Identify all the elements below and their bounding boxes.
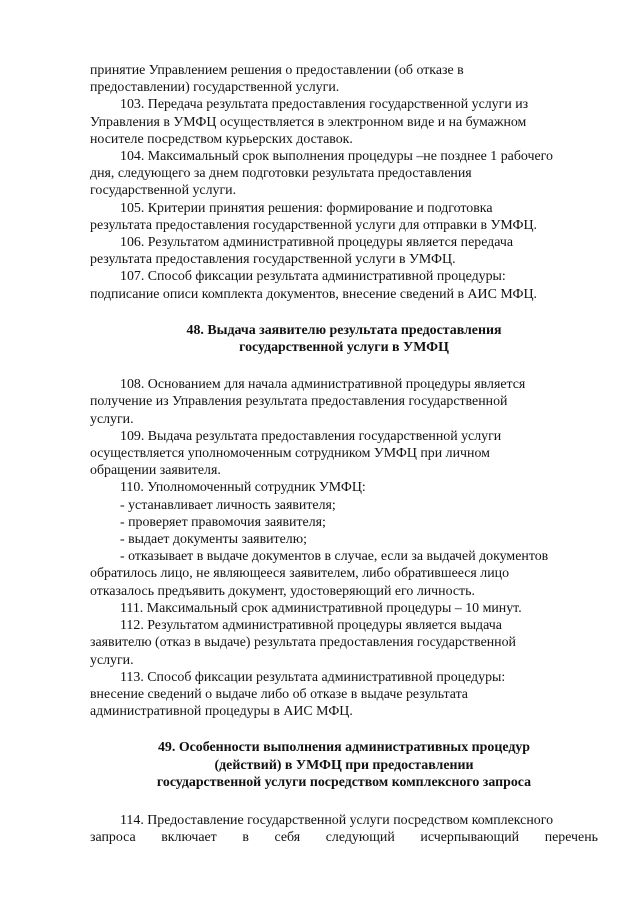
- paragraph-line: дня, следующего за днем подготовки результата предоставления: [90, 166, 472, 182]
- paragraph-line: обратилось лицо, не являющееся заявителем, либо обратившееся лицо: [90, 566, 510, 582]
- word: исчерпывающий: [420, 830, 520, 846]
- paragraph-line: получение из Управления результата предоставления государственной: [90, 394, 508, 410]
- paragraph-line-justified: [90, 829, 598, 846]
- paragraph-line: 106. Результатом административной процедуры является передача: [120, 235, 514, 251]
- word: в: [242, 830, 249, 846]
- paragraph-line: 108. Основанием для начала административной процедуры является: [120, 377, 526, 393]
- heading-line: государственной услуги посредством комплексного запроса: [156, 774, 532, 790]
- paragraph-line: 110. Уполномоченный сотрудник УМФЦ:: [120, 480, 366, 496]
- paragraph-line: результата предоставления государственной услуги в УМФЦ.: [90, 252, 456, 268]
- paragraph-line: услуги.: [90, 652, 134, 668]
- paragraph-line: 114. Предоставление государственной услуги посредством комплексного: [120, 812, 554, 828]
- paragraph-line: - устанавливает личность заявителя;: [120, 497, 336, 513]
- heading-line: (действий) в УМФЦ при предоставлении: [214, 757, 474, 773]
- paragraph-line: - выдает документы заявителю;: [120, 532, 307, 548]
- section-heading-48: [90, 322, 598, 356]
- paragraph-line: административной процедуры в АИС МФЦ.: [90, 704, 353, 720]
- heading-line: 48. Выдача заявителю результата предоставления: [186, 322, 502, 338]
- paragraph-line: предоставлении) государственной услуги.: [90, 80, 340, 96]
- word: себя: [274, 830, 301, 846]
- paragraph-line: принятие Управлением решения о предоставлении (об отказе в: [90, 63, 464, 78]
- word: включает: [161, 830, 217, 846]
- word: перечень: [544, 830, 598, 846]
- section-heading-49: [90, 739, 598, 791]
- paragraph-line: государственной услуги.: [90, 183, 237, 199]
- paragraph-line: - проверяет правомочия заявителя;: [120, 514, 326, 530]
- paragraph-line: 107. Способ фиксации результата административной процедуры:: [120, 269, 506, 285]
- paragraph-line: 111. Максимальный срок административной процедуры – 10 минут.: [120, 600, 522, 616]
- paragraph-114: [90, 812, 598, 846]
- paragraph-line: осуществляется уполномоченным сотрудником УМФЦ при личном: [90, 446, 490, 462]
- heading-line: государственной услуги в УМФЦ: [239, 340, 449, 356]
- word: следующий: [325, 830, 395, 846]
- document-page: [90, 62, 598, 846]
- paragraph-line: внесение сведений о выдаче либо об отказе в выдаче результата: [90, 686, 468, 702]
- paragraph-line: 112. Результатом административной процедуры является выдача: [120, 618, 502, 634]
- paragraphs-middle: [90, 376, 598, 720]
- paragraph-line: 103. Передача результата предоставления государственной услуги из: [120, 97, 529, 113]
- paragraph-line: обращении заявителя.: [90, 463, 221, 479]
- paragraph-line: результата предоставления государственной услуги для отправки в УМФЦ.: [90, 217, 537, 233]
- paragraph-line: заявителю (отказ в выдаче) результата предоставления государственной: [90, 635, 516, 651]
- paragraphs-top: [90, 62, 598, 303]
- paragraph-line: 113. Способ фиксации результата административной процедуры:: [120, 669, 506, 685]
- paragraph-line: отказалось предъявить документ, удостоверяющий его личность.: [90, 583, 475, 599]
- paragraph-line: услуги.: [90, 411, 134, 427]
- paragraph-line: - отказывает в выдаче документов в случае, если за выдачей документов: [120, 549, 549, 565]
- paragraph-line: 104. Максимальный срок выполнения процедуры –не позднее 1 рабочего: [120, 149, 553, 165]
- paragraph-line: 109. Выдача результата предоставления государственной услуги: [120, 428, 502, 444]
- heading-line: 49. Особенности выполнения административных процедур: [157, 740, 531, 756]
- paragraph-line: носителе посредством курьерских доставок.: [90, 131, 353, 147]
- word: запроса: [90, 830, 136, 846]
- paragraph-line: подписание описи комплекта документов, внесение сведений в АИС МФЦ.: [90, 286, 537, 302]
- paragraph-line: 105. Критерии принятия решения: формирование и подготовка: [120, 200, 493, 216]
- paragraph-line: Управления в УМФЦ осуществляется в электронном виде и на бумажном: [90, 114, 527, 130]
